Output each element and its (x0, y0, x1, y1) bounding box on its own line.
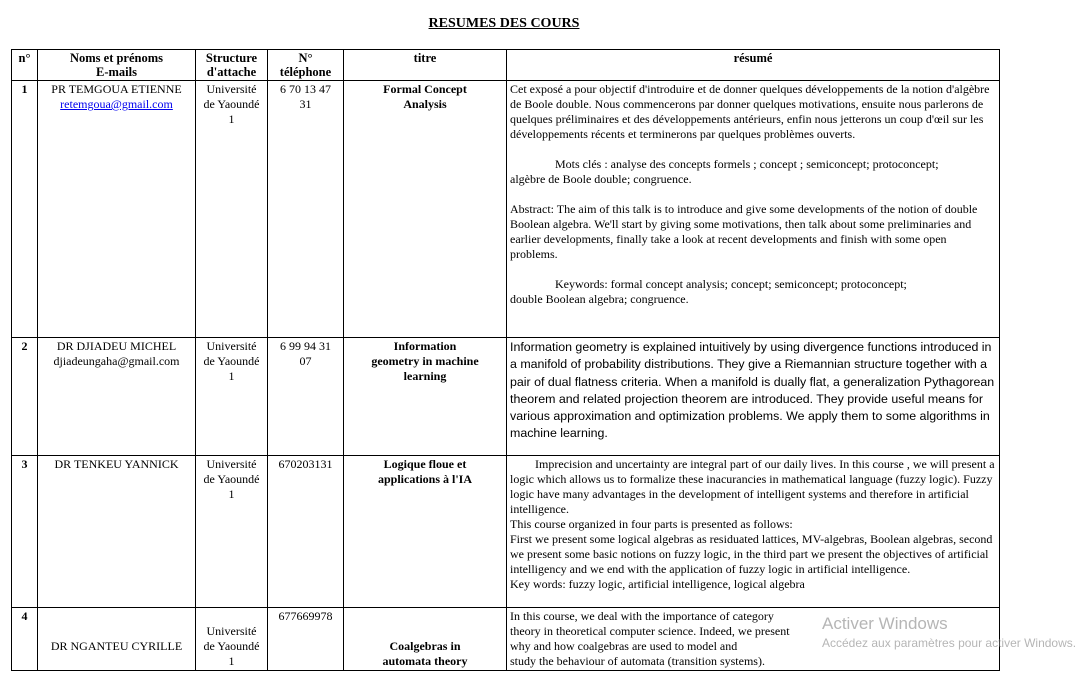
summary-paragraph: First we present some logical algebras as residuated lattices, MV-algebras, Boolean algebras, second we present some basic notions on fuzzy logic, in the third part we present the objectives of artificial intelligency and we end with the application of fuzzy logic in artificial intelligence. (510, 532, 993, 576)
header-email-label: E-mails (96, 65, 137, 79)
summary-line: study the behaviour of automata (transition systems). (510, 654, 765, 668)
summary-cell (507, 456, 1000, 608)
phone-line: 6 70 13 47 (280, 82, 331, 96)
summary-line: In this course, we deal with the importance of category (510, 609, 774, 623)
header-number: n° (12, 50, 38, 81)
summary-paragraph: This course organized in four parts is presented as follows: (510, 517, 793, 531)
header-structure-line2: d'attache (206, 65, 257, 79)
course-title-line: applications à l'IA (377, 472, 473, 486)
phone-line: 31 (299, 97, 312, 111)
phone-cell (268, 81, 344, 338)
speaker-name: DR TENKEU YANNICK (54, 457, 179, 471)
structure-line: Université (206, 339, 257, 353)
document-title: RESUMES DES COURS (428, 16, 580, 31)
header-phone-line2: téléphone (279, 65, 332, 79)
course-title-line: Formal Concept (383, 82, 467, 96)
header-phone-line1: N° (298, 51, 313, 65)
structure-line: de Yaoundé (203, 354, 260, 368)
phone-cell: 670203131 (268, 456, 344, 608)
structure-line: 1 (228, 654, 235, 668)
speaker-cell (38, 456, 196, 608)
keywords-en-line: double Boolean algebra; congruence. (510, 292, 689, 306)
structure-line: Université (206, 457, 257, 471)
table-row (12, 81, 1000, 338)
structure-line: 1 (228, 112, 235, 126)
keywords-en-line: Keywords: formal concept analysis; concept; semiconcept; protoconcept; (555, 277, 907, 291)
keywords-line: Key words: fuzzy logic, artificial intelligence, logical algebra (510, 577, 805, 591)
keywords-fr-line: Mots clés : analyse des concepts formels ; concept ; semiconcept; protoconcept; (555, 157, 939, 171)
speaker-cell (38, 338, 196, 456)
course-title-line: geometry in machine (371, 354, 479, 368)
table-row (12, 338, 1000, 456)
structure-line: 1 (228, 487, 235, 501)
phone-cell (268, 338, 344, 456)
course-title-line: learning (403, 369, 447, 383)
course-title-line: Information (393, 339, 457, 353)
phone-line: 07 (299, 354, 312, 368)
header-structure-line1: Structure (205, 51, 258, 65)
structure-line: de Yaoundé (203, 97, 260, 111)
speaker-email: djiadeungaha@gmail.com (53, 354, 180, 368)
header-summary: résumé (507, 50, 1000, 81)
structure-cell (196, 456, 268, 608)
header-name-label: Noms et prénoms (69, 51, 164, 65)
summary-paragraph: Imprecision and uncertainty are integral part of our daily lives. In this course , we will present a logic which allows us to formalize these inacurancies in mathematical language (fuzzy logic). Fuzzy logic have many advantages in the development of intelligent systems and therefore in artificial intelligence. (510, 457, 995, 516)
summary-cell (507, 338, 1000, 456)
summary-line: why and how coalgebras are used to model and (510, 639, 738, 653)
header-title: titre (344, 50, 507, 81)
header-structure (196, 50, 268, 81)
structure-cell (196, 608, 268, 671)
header-phone (268, 50, 344, 81)
summary-paragraph: Information geometry is explained intuitively by using divergence functions introduced in a manifold of probability distributions. They give a Riemannian structure together with a pair of dual flatness criteria. When a manifold is dually flat, a generalization Pythagorean theorem and related projection theorem are introduced. They provide useful means for various approximation and optimization problems. We apply them to some algorithms in machine learning. (510, 340, 995, 441)
windows-activation-watermark (822, 614, 1076, 650)
speaker-name: DR DJIADEU MICHEL (56, 339, 177, 353)
course-title-line: automata theory (382, 654, 468, 668)
course-title-line: Coalgebras in (389, 639, 461, 653)
speaker-name: DR NGANTEU CYRILLE (50, 639, 183, 653)
course-title-cell (344, 338, 507, 456)
course-title-cell (344, 81, 507, 338)
structure-line: Université (206, 82, 257, 96)
row-number: 1 (12, 81, 38, 338)
speaker-name: PR TEMGOUA ETIENNE (51, 82, 182, 96)
summary-paragraph: Cet exposé a pour objectif d'introduire et de donner quelques développements de la notion d'algèbre de Boole double. Nous commencerons par donner quelques motivations, ensuite nous parlerons de quelques préliminaires et des développements antérieurs, enfin nous jetterons un coup d'œil sur les développements récents et terminerons par quelques problèmes ouverts. (510, 82, 990, 141)
header-name (38, 50, 196, 81)
courses-table (11, 49, 1000, 671)
phone-line: 6 99 94 31 (280, 339, 331, 353)
phone-cell: 677669978 (268, 608, 344, 671)
course-title-cell (344, 456, 507, 608)
structure-cell (196, 81, 268, 338)
row-number: 2 (12, 338, 38, 456)
structure-line: de Yaoundé (203, 472, 260, 486)
structure-line: Université (206, 624, 257, 638)
course-title-line: Analysis (403, 97, 447, 111)
course-title-cell (344, 608, 507, 671)
structure-line: 1 (228, 369, 235, 383)
watermark-title: Activer Windows (822, 614, 948, 633)
row-number: 3 (12, 456, 38, 608)
keywords-fr-line: algèbre de Boole double; congruence. (510, 172, 692, 186)
course-title-line: Logique floue et (383, 457, 467, 471)
structure-cell (196, 338, 268, 456)
watermark-subtitle: Accédez aux paramètres pour activer Windows. (822, 636, 1076, 650)
table-header-row (12, 50, 1000, 81)
speaker-cell (38, 81, 196, 338)
table-row (12, 456, 1000, 608)
structure-line: de Yaoundé (203, 639, 260, 653)
speaker-email-link[interactable]: retemgoua@gmail.com (60, 97, 173, 111)
summary-line: theory in theoretical computer science. Indeed, we present (510, 624, 790, 638)
row-number: 4 (12, 608, 38, 671)
summary-cell (507, 81, 1000, 338)
abstract-paragraph: Abstract: The aim of this talk is to introduce and give some developments of the notion of double Boolean algebra. We'll start by giving some motivations, then talk about some preliminaries and earlier developments, finally take a look at recent developments and finish with some open problems. (510, 202, 978, 261)
speaker-cell (38, 608, 196, 671)
